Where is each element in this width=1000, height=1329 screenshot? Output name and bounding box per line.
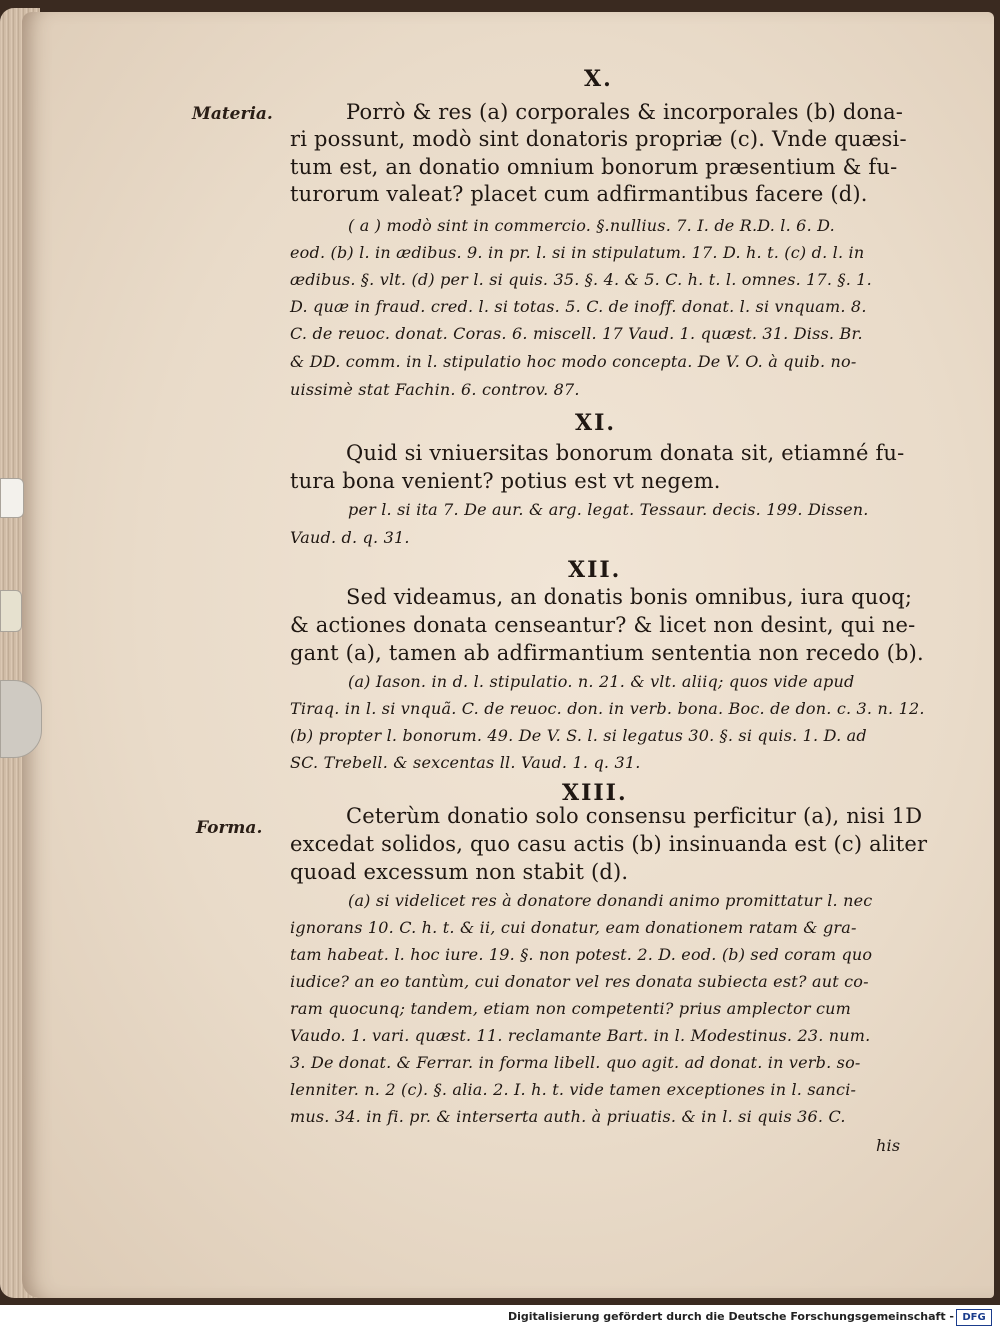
funding-notice: Digitalisierung gefördert durch die Deutsche Forschungsgemeinschaft - bbox=[507, 1310, 954, 1323]
footnote-line: D. quæ in fraud. cred. l. si totas. 5. C. de inoff. donat. l. si vnquam. 8. bbox=[290, 297, 867, 316]
footnote-line: Tiraq. in l. si vnquã. C. de reuoc. don. in verb. bona. Boc. de don. c. 3. n. 12. bbox=[290, 699, 925, 718]
section-heading: XII. bbox=[568, 557, 622, 583]
section-heading: XIII. bbox=[562, 780, 628, 806]
footnote-line: ( a ) modò sint in commercio. §.nullius. 7. I. de R.D. l. 6. D. bbox=[348, 216, 835, 235]
footnote-line: eod. (b) l. in ædibus. 9. in pr. l. si in stipulatum. 17. D. h. t. (c) d. l. in bbox=[290, 243, 865, 262]
footnote-line: per l. si ita 7. De aur. & arg. legat. Tessaur. decis. 199. Dissen. bbox=[348, 500, 869, 519]
footnote-line: mus. 34. in fi. pr. & interserta auth. à priuatis. & in l. si quis 36. C. bbox=[290, 1107, 846, 1126]
digitization-footer bbox=[0, 1305, 1000, 1329]
text-line: tum est, an donatio omnium bonorum præsentium & fu- bbox=[290, 155, 898, 179]
text-line: Quid si vniuersitas bonorum donata sit, etiamné fu- bbox=[346, 441, 905, 465]
text-line: quoad excessum non stabit (d). bbox=[290, 860, 629, 884]
footnote-line: & DD. comm. in l. stipulatio hoc modo concepta. De V. O. à quib. no- bbox=[290, 352, 857, 371]
margin-label-materia: Materia. bbox=[192, 104, 273, 124]
text-line: ri possunt, modò sint donatoris propriæ (c). Vnde quæsi- bbox=[290, 127, 907, 151]
text-line: tura bona venient? potius est vt negem. bbox=[290, 469, 721, 493]
footnote-line: Vaud. d. q. 31. bbox=[290, 528, 410, 547]
page-marker-tab bbox=[0, 590, 22, 632]
footnote-line: Vaudo. 1. vari. quæst. 11. reclamante Bart. in l. Modestinus. 23. num. bbox=[290, 1026, 871, 1045]
text-line: Sed videamus, an donatis bonis omnibus, iura quoq; bbox=[346, 585, 913, 609]
section-heading: XI. bbox=[575, 410, 617, 436]
footnote-line: ignorans 10. C. h. t. & ii, cui donatur, eam donationem ratam & gra- bbox=[290, 918, 857, 937]
text-line: excedat solidos, quo casu actis (b) insinuanda est (c) aliter bbox=[290, 832, 928, 856]
page-clip bbox=[0, 680, 42, 758]
catchword: his bbox=[876, 1136, 901, 1155]
footnote-line: uissimè stat Fachin. 6. controv. 87. bbox=[290, 380, 580, 399]
text-line: Ceterùm donatio solo consensu perficitur (a), nisi 1D bbox=[346, 804, 923, 828]
footnote-line: SC. Trebell. & sexcentas ll. Vaud. 1. q. 31. bbox=[290, 753, 641, 772]
page-marker-tab bbox=[0, 478, 24, 518]
footnote-line: ædibus. §. vlt. (d) per l. si quis. 35. §. 4. & 5. C. h. t. l. omnes. 17. §. 1. bbox=[290, 270, 872, 289]
footnote-line: (a) Iason. in d. l. stipulatio. n. 21. & vlt. aliiq; quos vide apud bbox=[348, 672, 855, 691]
margin-label-forma: Forma. bbox=[196, 818, 263, 838]
text-line: turorum valeat? placet cum adfirmantibus facere (d). bbox=[290, 182, 868, 206]
section-number: X. bbox=[584, 66, 613, 92]
footnote-line: 3. De donat. & Ferrar. in forma libell. quo agit. ad donat. in verb. so- bbox=[290, 1053, 861, 1072]
footnote-line: (a) si videlicet res à donatore donandi animo promittatur l. nec bbox=[348, 891, 873, 910]
footnote-line: tam habeat. l. hoc iure. 19. §. non potest. 2. D. eod. (b) sed coram quo bbox=[290, 945, 873, 964]
text-line: gant (a), tamen ab adfirmantium sententia non recedo (b). bbox=[290, 641, 924, 665]
footnote-line: ram quocunq; tandem, etiam non competenti? prius amplector cum bbox=[290, 999, 852, 1018]
footnote-line: C. de reuoc. donat. Coras. 6. miscell. 17 Vaud. 1. quæst. 31. Diss. Br. bbox=[290, 324, 863, 343]
text-line: Porrò & res (a) corporales & incorporales (b) dona- bbox=[346, 100, 904, 124]
dfg-logo-icon: DFG bbox=[956, 1309, 992, 1326]
footnote-line: iudice? an eo tantùm, cui donator vel res donata subiecta est? aut co- bbox=[290, 972, 869, 991]
text-line: & actiones donata censeantur? & licet non desint, qui ne- bbox=[290, 613, 916, 637]
footnote-line: (b) propter l. bonorum. 49. De V. S. l. si legatus 30. §. si quis. 1. D. ad bbox=[290, 726, 867, 745]
footnote-line: lenniter. n. 2 (c). §. alia. 2. I. h. t. vide tamen exceptiones in l. sanci- bbox=[290, 1080, 857, 1099]
